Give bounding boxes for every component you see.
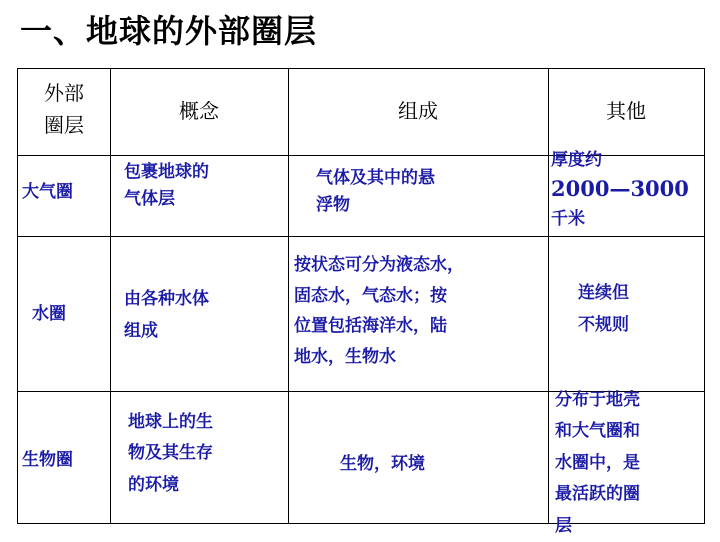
header-sphere-type (18, 77, 110, 141)
header-other: 其他 (606, 99, 646, 123)
atmosphere-other (551, 147, 707, 232)
header-concept: 概念 (179, 99, 219, 123)
hydrosphere-concept-line: 由各种水体 (124, 289, 209, 309)
biosphere-other-line: 层 (555, 515, 572, 536)
hydrosphere-concept (124, 283, 284, 348)
atmosphere-thickness-value: 2000—3000 (551, 176, 689, 202)
column-divider (110, 69, 111, 523)
row-name-hydrosphere: 水圈 (32, 304, 66, 324)
biosphere-concept-line: 物及其生存 (128, 443, 213, 464)
atmosphere-composition-line: 浮物 (316, 195, 350, 216)
biosphere-other-line: 分布于地壳 (555, 390, 640, 410)
biosphere-other-line: 和大气圈和 (555, 421, 640, 442)
header-composition: 组成 (398, 99, 438, 123)
biosphere-composition (340, 451, 540, 478)
header-sphere-type-line1: 外部 (44, 81, 84, 105)
hydrosphere-composition-line: 位置包括海洋水，陆 (294, 316, 447, 337)
column-divider (288, 69, 289, 523)
biosphere-concept (128, 407, 284, 501)
row-name-atmosphere: 大气圈 (22, 182, 73, 202)
biosphere-concept-line: 地球上的生 (128, 412, 213, 432)
atmosphere-composition (316, 165, 546, 219)
atmosphere-other-line: 厚度约 (551, 150, 602, 170)
hydrosphere-composition (294, 250, 552, 372)
hydrosphere-composition-line: 固态水，气态水；按 (294, 285, 447, 306)
outer-spheres-table (17, 68, 705, 536)
hydrosphere-concept-line: 组成 (124, 321, 158, 342)
hydrosphere-other (578, 277, 698, 342)
atmosphere-concept-line: 包裹地球的 (124, 162, 209, 182)
atmosphere-other-line: 千米 (551, 208, 585, 229)
biosphere-other-line: 最活跃的圈 (555, 484, 640, 505)
hydrosphere-composition-line: 按状态可分为液态水， (294, 255, 464, 275)
biosphere-other-line: 水圈中，是 (555, 452, 640, 473)
atmosphere-composition-line: 气体及其中的悬 (316, 168, 435, 188)
row-name-biosphere: 生物圈 (22, 450, 73, 470)
atmosphere-concept-line: 气体层 (124, 189, 175, 210)
atmosphere-concept (124, 159, 284, 213)
biosphere-concept-line: 的环境 (128, 474, 179, 495)
biosphere-composition-line: 生物，环境 (340, 454, 425, 474)
hydrosphere-other-line: 不规则 (578, 315, 629, 336)
hydrosphere-composition-line: 地水，生物水 (294, 346, 396, 367)
page-title: 一、地球的外部圈层 (20, 12, 318, 50)
row-divider (18, 236, 704, 237)
header-sphere-type-line2: 圈层 (44, 113, 84, 137)
biosphere-other (555, 385, 705, 542)
hydrosphere-other-line: 连续但 (578, 283, 629, 303)
